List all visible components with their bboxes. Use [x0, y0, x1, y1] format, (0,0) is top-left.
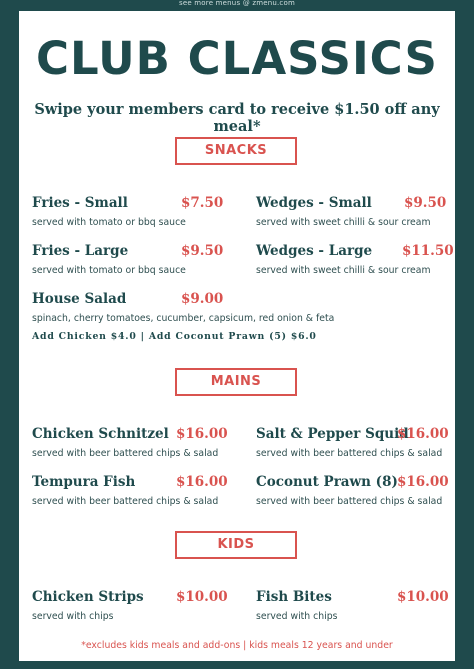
item-name: Salt & Pepper Squid — [256, 426, 409, 442]
item-price: $7.50 — [181, 195, 224, 211]
item-name: Fish Bites — [256, 589, 332, 605]
item-description: served with chips — [32, 611, 114, 622]
item-name: Wedges - Small — [256, 195, 372, 211]
item-name: Tempura Fish — [32, 474, 136, 490]
item-price: $10.00 — [397, 589, 449, 605]
item-name: Chicken Schnitzel — [32, 426, 169, 442]
watermark: see more menus @ zmenu.com — [179, 0, 295, 7]
item-price: $16.00 — [397, 474, 449, 490]
menu-title: CLUB CLASSICS — [36, 32, 438, 85]
item-description: served with chips — [256, 611, 338, 622]
item-name: Coconut Prawn (8) — [256, 474, 398, 490]
footnote: *excludes kids meals and add-ons | kids meals 12 years and under — [81, 640, 393, 651]
section-header-mains: MAINS — [175, 368, 297, 396]
item-name: Fries - Large — [32, 243, 129, 259]
item-description: served with beer battered chips & salad — [256, 448, 443, 459]
item-description: served with tomato or bbq sauce — [32, 217, 186, 228]
item-price: $11.50 — [402, 243, 454, 259]
item-description: served with tomato or bbq sauce — [32, 265, 186, 276]
item-price: $9.50 — [181, 243, 224, 259]
item-price: $16.00 — [176, 426, 228, 442]
add-on-options: Add Chicken $4.0 | Add Coconut Prawn (5) $6.0 — [32, 331, 317, 342]
members-offer: Swipe your members card to receive $1.50 off any meal* — [34, 101, 440, 135]
item-price: $16.00 — [397, 426, 449, 442]
item-price: $9.50 — [404, 195, 447, 211]
item-description: served with beer battered chips & salad — [32, 448, 219, 459]
menu-card — [19, 11, 455, 661]
section-header-kids: KIDS — [175, 531, 297, 559]
item-price: $10.00 — [176, 589, 228, 605]
item-name: Wedges - Large — [256, 243, 373, 259]
item-price: $16.00 — [176, 474, 228, 490]
item-name: Fries - Small — [32, 195, 128, 211]
item-description: served with beer battered chips & salad — [32, 496, 219, 507]
section-header-snacks: SNACKS — [175, 137, 297, 165]
item-description: served with sweet chilli & sour cream — [256, 217, 431, 228]
item-description: spinach, cherry tomatoes, cucumber, capsicum, red onion & feta — [32, 313, 335, 324]
item-description: served with sweet chilli & sour cream — [256, 265, 431, 276]
item-name: House Salad — [32, 291, 127, 307]
item-description: served with beer battered chips & salad — [256, 496, 443, 507]
item-name: Chicken Strips — [32, 589, 144, 605]
item-price: $9.00 — [181, 291, 224, 307]
